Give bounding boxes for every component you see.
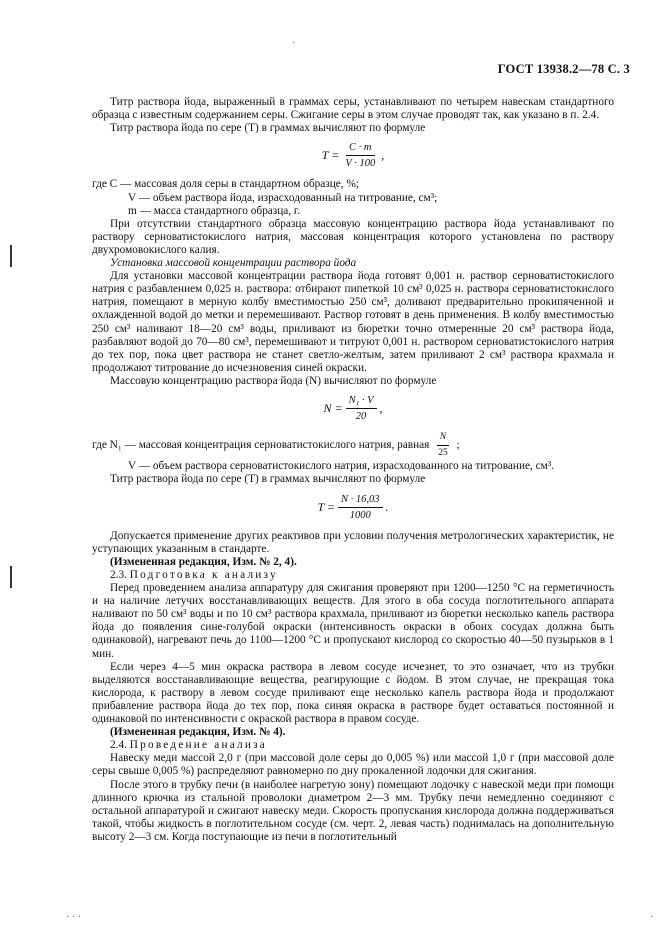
formula-lhs: T = — [317, 499, 336, 514]
formula-titre-sulfur — [92, 493, 614, 522]
definition-line: V — объем раствора йода, израсходованный на титрование, см³; — [128, 191, 438, 204]
section-heading — [92, 569, 614, 582]
paragraph: Навеску меди массой 2,0 г (при массовой доле серы до 0,005 %) или массой 1,0 г (при массовой доле серы свыше 0,005 %) распределяют равномерно по дну прокаленной лодочки для сжигания. — [92, 752, 614, 778]
formula-numerator: C · m — [346, 141, 374, 156]
definition-line: m — масса стандартного образца, г. — [128, 204, 301, 217]
section-heading — [92, 739, 614, 752]
paragraph: Титр раствора йода по сере (T) в граммах вычисляют по формуле — [110, 473, 426, 486]
section-number: 2.4. — [110, 739, 127, 752]
margin-dots: · — [650, 912, 654, 923]
paragraph: После этого в трубку печи (в наиболее нагретую зону) помещают лодочку с навеской меди при помощи длинного крючка из стальной проволоки диаметром 2—3 мм. Трубку печи немедленно соединяют с остальной аппаратурой и сжигают навеску меди. Скорость пропускания кислорода должна поддерживаться такой, чтобы жидкость в поглотительном сосуде (см. черт. 2, левая часть) поднималась на дополнительную высоту 2—3 см. Когда поступающие из печи в поглотительный — [92, 778, 614, 843]
paragraph: Массовую концентрацию раствора йода (N) вычисляют по формуле — [110, 374, 437, 387]
paragraph: При отсутствии стандартного образца массовую концентрацию раствора йода устанавливают по раствору серноватистокислого натрия, массовая концентрация которого установлена по раствору двухромовокислого калия. — [92, 217, 614, 256]
formula-fraction — [338, 493, 383, 522]
formula-iodine-concentration — [92, 394, 614, 423]
formula-fraction — [342, 141, 378, 170]
formula-definitions — [92, 178, 614, 217]
formula-tail: . — [385, 499, 389, 514]
subsection-heading: Установка массовой концентрации раствора йода — [110, 257, 357, 270]
amendment-note: (Измененная редакция, Изм. № 2, 4). — [110, 555, 297, 568]
margin-dots: · · · — [66, 912, 81, 923]
formula-tail: , — [381, 148, 385, 163]
formula-denominator: 20 — [355, 411, 367, 423]
definition-line: где C — массовая доля серы в стандартном образце, %; — [92, 178, 359, 191]
formula-tail: , — [379, 401, 383, 416]
inline-fraction: $\frac{N}{25}$ — [438, 432, 448, 459]
formula-titre-standard — [92, 141, 614, 170]
amendment-note: (Измененная редакция, Изм. № 4). — [110, 726, 286, 739]
formula-denominator: V · 100 — [345, 158, 376, 170]
formula-fraction — [346, 394, 377, 423]
section-title: Подготовка к анализу — [129, 569, 278, 581]
paragraph: Перед проведением анализа аппаратуру для сжигания проверяют при 1200—1250 °С на герметичность и на наличие летучих восстанавливающих веществ. Для этого в оба сосуда поглотительного аппарата наливают по 50 см³ воды и по 10 см³ раствора крахмала, приливают из бюретки несколько капель раствора йода до появления сине-голубой окраски (интенсивность окраски в обоих сосудах должна быть одинаковой), нагревают печь до 1100—1200 °С и пропускают кислород со скоростью 40—50 пузырьков в 1 мин. — [92, 582, 614, 660]
paragraph: Допускается применение других реактивов при условии получения метрологических характеристик, не уступающих указанным в стандарте. — [92, 529, 614, 555]
definition-line: где N₁ — массовая концентрация серноватистокислого натрия, равная $\frac{N}{25}$ ; — [92, 431, 614, 460]
section-title: Проведение анализа — [129, 739, 267, 752]
margin-mark — [10, 245, 12, 267]
formula-numerator: N · 16,03 — [338, 493, 383, 508]
paragraph: Титр раствора йода, выраженный в граммах серы, устанавливают по четырем навескам стандартного образца с известным содержанием серы. Сжигание серы в этом случае проводят так, как указано в п. 2.4. — [92, 96, 614, 122]
definition-line: V — объем раствора серноватистокислого натрия, израсходованного на титрование, см³. — [128, 460, 555, 473]
formula-lhs: T = — [321, 148, 340, 163]
document-body — [92, 96, 614, 844]
section-number: 2.3. — [110, 569, 127, 581]
formula-lhs: N = — [323, 401, 343, 416]
formula-numerator: N₁ · V — [346, 394, 377, 409]
margin-dots: · — [292, 38, 296, 49]
formula-denominator: 1000 — [349, 509, 371, 521]
paragraph: Для установки массовой концентрации раствора йода готовят 0,001 н. раствор серноватистокислого натрия с разбавлением 0,025 н. раствора: отбирают пипеткой 10 см³ 0,025 н. раствора серноватистокислого натрия, помещают в мерную колбу вместимостью 250 см³, доливают предварительно прокипяченной и охлажденной водой до метки и перемешивают. Раствор готовят в день применения. В колбу вместимостью 250 см³ наливают 18—20 см³ воды, приливают из бюретки точно отмеренные 20 см³ раствора йода, разбавляют водой до 70—80 см³, перемешивают и титруют 0,001 н. раствором серноватистокислого натрия до тех пор, пока цвет раствора не станет светло-желтым, затем приливают 2 см³ раствора крахмала и продолжают титрование до исчезновения синей окраски. — [92, 270, 614, 374]
page-header: ГОСТ 13938.2—78 С. 3 — [497, 62, 630, 76]
margin-mark — [10, 566, 12, 588]
paragraph: Если через 4—5 мин окраска раствора в левом сосуде исчезнет, то это означает, что из трубки выделяются восстанавливающие вещества, реагирующие с йодом. В этом случае, не прекращая тока кислорода, к раствору в левом сосуде приливают еще несколько капель раствора йода и продолжают прибавление раствора йода до тех пор, пока синяя окраска в растворе будет оставаться постоянной и одинаковой по интенсивности с окраской раствора в правом сосуде. — [92, 660, 614, 726]
paragraph: Титр раствора йода по сере (T) в граммах вычисляют по формуле — [110, 122, 426, 135]
